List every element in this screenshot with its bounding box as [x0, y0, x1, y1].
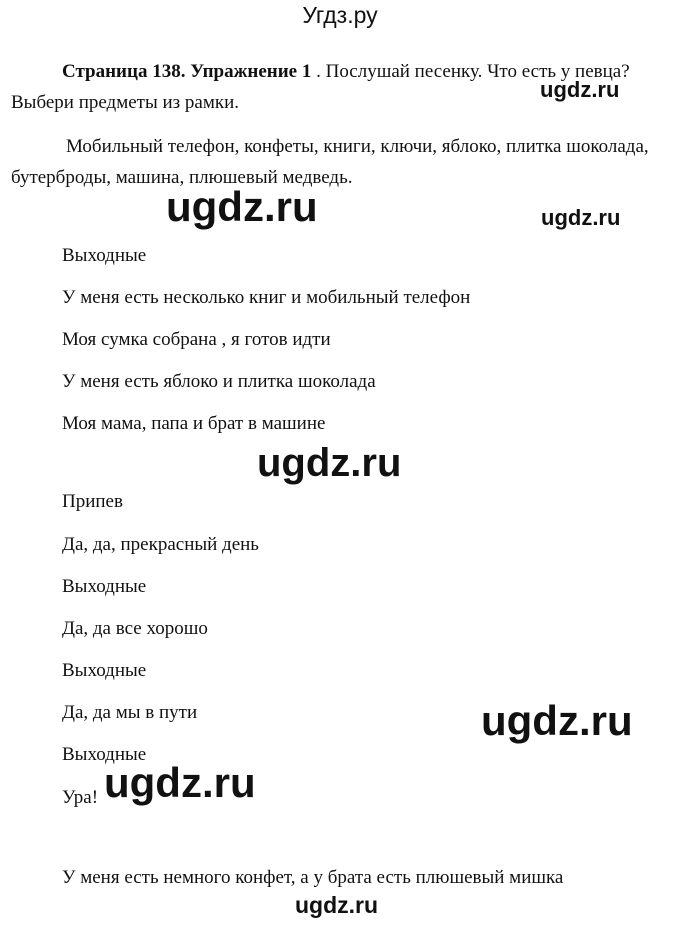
song-line: Выходные: [62, 245, 147, 266]
exercise-heading: Страница 138. Упражнение 1: [62, 61, 312, 82]
song-line: Да, да, прекрасный день: [62, 534, 259, 555]
song-line: Выходные: [62, 660, 147, 681]
song-line: Моя мама, папа и брат в машине: [62, 413, 326, 434]
watermark: ugdz.ru: [295, 892, 379, 918]
song-line: Выходные: [62, 576, 147, 597]
site-title: Угдз.ру: [302, 2, 378, 28]
song-line: Да, да мы в пути: [62, 702, 198, 723]
song-line: У меня есть немного конфет, а у брата есть плюшевый мишка: [62, 867, 564, 888]
song-line: Моя сумка собрана , я готов идти: [62, 329, 331, 350]
watermark: ugdz.ru: [257, 441, 402, 485]
watermark: ugdz.ru: [166, 183, 318, 230]
watermark: ugdz.ru: [541, 205, 621, 230]
exercise-items: Мобильный телефон, конфеты, книги, ключи, яблоко, плитка шоколада, бутерброды, машина, плюшевый медведь.: [11, 136, 649, 188]
watermark: ugdz.ru: [104, 759, 256, 806]
song-line: У меня есть яблоко и плитка шоколада: [62, 371, 376, 392]
song-line: Выходные: [62, 744, 147, 765]
song-line: У меня есть несколько книг и мобильный телефон: [62, 287, 471, 308]
song-line: Да, да все хорошо: [62, 618, 208, 639]
exercise-task: . Послушай песенку. Что есть у певца? Выбери предметы из рамки.: [11, 61, 630, 113]
watermark: ugdz.ru: [540, 77, 620, 102]
watermark: ugdz.ru: [481, 697, 633, 744]
song-line: Припев: [62, 491, 123, 512]
song-line: Ура!: [62, 787, 99, 808]
